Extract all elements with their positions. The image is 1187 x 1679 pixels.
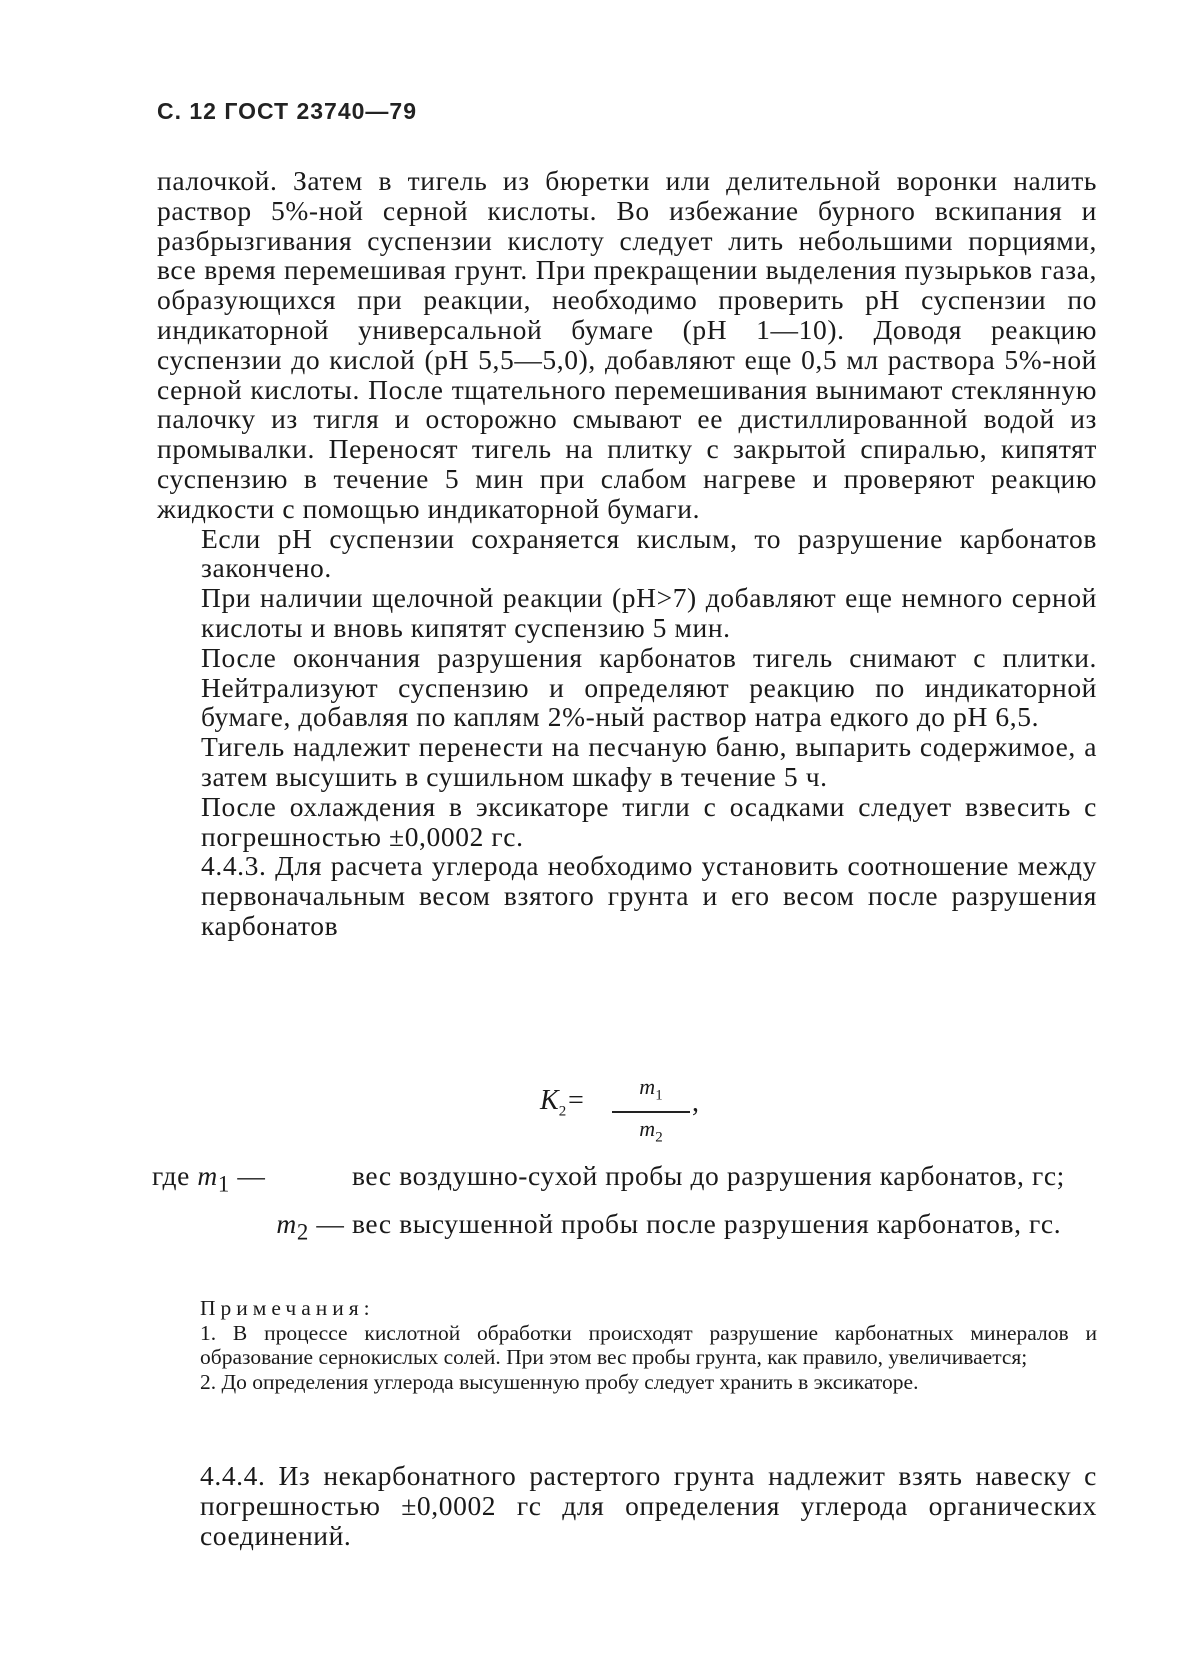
final-section: [152, 1461, 1097, 1550]
notes: [152, 1296, 1097, 1394]
legend-row: [152, 1160, 1097, 1200]
formula-numerator: $m_1$: [639, 1074, 663, 1104]
paragraph: палочкой. Затем в тигель из бюретки или делительной воронки налить раствор 5%-ной серной кислоты. Во избежание бурного вскипания и разбрызгивания суспензии кислоту следует лить небольшими порциями, все время перемешивая грунт. При прекращении выделения пузырьков газа, образующихся при реакции, необходимо проверить pH суспензии по индикаторной универсальной бумаге (pH 1—10). Доводя реакцию суспензии до кислой (pH 5,5—5,0), добавляют еще 0,5 мл раствора 5%-ной серной кислоты. После тщательного перемешивания вынимают стеклянную палочку из тигля и осторожно смывают ее дистиллированной водой из промывалки. Переносят тигель на плитку с закрытой спиралью, кипятят суспензию в течение 5 мин при слабом нагреве и проверяют реакцию жидкости с помощью индикаторной бумаги.: [157, 165, 1097, 524]
section-paragraph: 4.4.4. Из некарбонатного растертого грунта надлежит взять навеску с погрешностью ±0,0002 гс для определения углерода органических соединений.: [200, 1460, 1097, 1551]
page-header: С. 12 ГОСТ 23740—79: [157, 98, 418, 124]
formula-comma: ,: [692, 1087, 699, 1118]
formula-lhs: $K_2=$: [540, 1085, 586, 1120]
section-paragraph: 4.4.3. Для расчета углерода необходимо установить соотношение между первоначальным весом взятого грунта и его весом после разрушения карбонатов: [201, 850, 1097, 941]
paragraph: После окончания разрушения карбонатов тигель снимают с плитки. Нейтрализуют суспензию и определяют реакцию по индикаторной бумаге, добавляя по каплям 2%-ный раствор натра едкого до pH 6,5.: [201, 641, 1097, 733]
body-text: [157, 166, 1097, 941]
variable-legend: [152, 1160, 1097, 1247]
legend-description: вес воздушно-сухой пробы до разрушения карбонатов, гс;: [352, 1160, 1065, 1191]
legend-row: [152, 1208, 1097, 1248]
notes-title: Примечания:: [200, 1296, 375, 1320]
formula-denominator: $m_2$: [639, 1116, 663, 1146]
fraction-bar: [612, 1111, 690, 1113]
paragraph: Тигель надлежит перенести на песчаную баню, выпарить содержимое, а затем высушить в сушильном шкафу в течение 5 ч.: [201, 731, 1097, 792]
paragraph: После охлаждения в эксикаторе тигли с осадками следует взвесить с погрешностью ±0,0002 гс.: [201, 790, 1097, 852]
legend-symbol: $m_2$ —: [276, 1207, 345, 1244]
note-item: 2. До определения углерода высушенную пробу следует хранить в эксикаторе.: [200, 1369, 919, 1394]
formula: [540, 1074, 700, 1146]
paragraph: Если pH суспензии сохраняется кислым, то разрушение карбонатов закончено.: [201, 522, 1097, 584]
paragraph: При наличии щелочной реакции (pH>7) добавляют еще немного серной кислоты и вновь кипятят суспензию 5 мин.: [201, 582, 1097, 643]
legend-description: вес высушенной пробы после разрушения карбонатов, гс.: [352, 1207, 1062, 1239]
formula-fraction: [612, 1075, 690, 1150]
legend-symbol: где $m_1$ —: [152, 1160, 266, 1197]
note-item: 1. В процессе кислотной обработки происходят разрушение карбонатных минералов и образование сернокислых солей. При этом вес пробы грунта, как правило, увеличивается;: [200, 1320, 1097, 1369]
